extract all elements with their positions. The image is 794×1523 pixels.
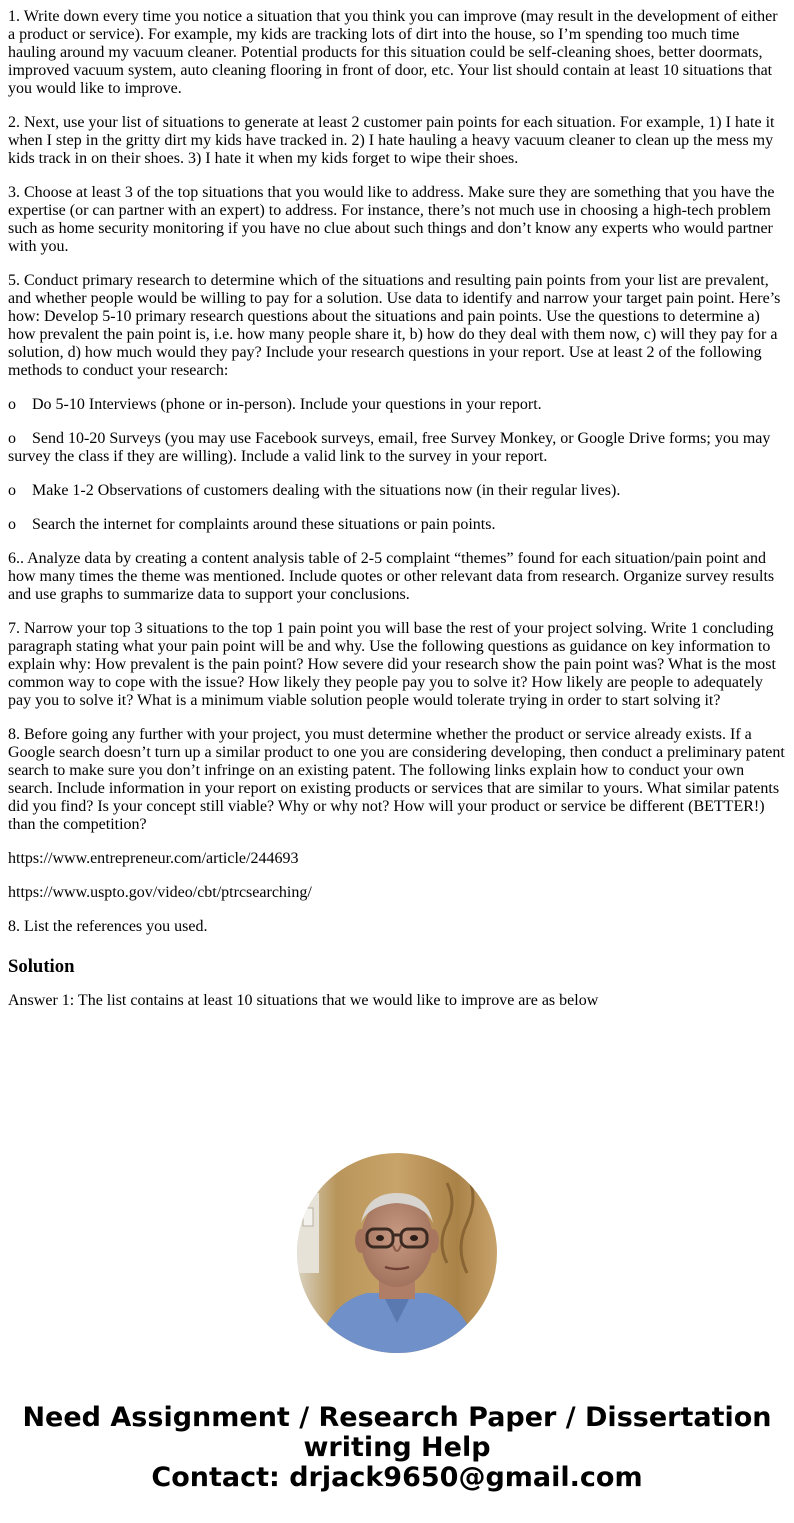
question-paragraph-references: 8. List the references you used. <box>8 918 208 935</box>
question-paragraph-1: 1. Write down every time you notice a situation that you think you can improve (may result in the development of either a product or service). For example, my kids are tracking lots of dirt into the house, so I’m spending too much time hauling around my vacuum cleaner. Potential products for this situation could be self-cleaning shoes, better doormats, improved vacuum system, auto cleaning flooring in front of door, etc. Your list should contain at least 10 situations that you would like to improve. <box>8 8 782 97</box>
promo-line-1: Need Assignment / Research Paper / Dissertation <box>22 1402 772 1433</box>
research-method-interviews: o Do 5-10 Interviews (phone or in-person). Include your questions in your report. <box>8 396 542 413</box>
promo-banner <box>0 1403 794 1493</box>
question-paragraph-6: 6.. Analyze data by creating a content analysis table of 2-5 complaint “themes” found for each situation/pain point and how many times the theme was mentioned. Include quotes or other relevant data from research. Organize survey results and use graphs to summarize data to support your conclusions. <box>8 550 779 603</box>
question-paragraph-2: 2. Next, use your list of situations to generate at least 2 customer pain points for each situation. For example, 1) I hate it when I step in the gritty dirt my kids have tracked in. 2) I hate hauling a heavy vacuum cleaner to clean up the mess my kids track in on their shoes. 3) I hate it when my kids forget to wipe their shoes. <box>8 114 779 167</box>
research-method-internet-search: o Search the internet for complaints around these situations or pain points. <box>8 516 496 533</box>
question-paragraph-3: 3. Choose at least 3 of the top situations that you would like to address. Make sure they are something that you have the expertise (or can partner with an expert) to address. For instance, there’s not much use in choosing a high-tech problem such as home security monitoring if you have no clue about such things and don’t know any experts who would partner with you. <box>8 184 779 255</box>
avatar <box>297 1153 497 1353</box>
research-method-surveys: o Send 10-20 Surveys (you may use Facebook surveys, email, free Survey Monkey, or Google Drive forms; you may survey the class if they are willing). Include a valid link to the survey in your report. <box>8 430 775 465</box>
question-paragraph-8: 8. Before going any further with your project, you must determine whether the product or service already exists. If a Google search doesn’t turn up a similar product to one you are considering developing, then conduct a preliminary patent search to make sure you don’t infringe on an existing patent. The following links explain how to conduct your own search. Include information in your report on existing products or services that are similar to yours. What similar patents did you find? Is your concept still viable? Why or why not? How will your product or service be different (BETTER!) than the competition? <box>8 726 789 833</box>
answer-text: Answer 1: The list contains at least 10 situations that we would like to improve are as below <box>8 992 599 1009</box>
document-body <box>8 0 789 1010</box>
question-paragraph-7: 7. Narrow your top 3 situations to the top 1 pain point you will base the rest of your project solving. Write 1 concluding paragraph stating what your pain point will be and why. Use the following questions as guidance on key information to explain why: How prevalent is the pain point? How severe did your research show the pain point was? What is the most common way to cope with the issue? How likely they people pay you to solve it? How likely are people to adequately pay you to solve it? What is a minimum viable solution people would tolerate trying in order to start solving it? <box>8 620 780 709</box>
question-paragraph-5: 5. Conduct primary research to determine which of the situations and resulting pain points from your list are prevalent, and whether people would be willing to pay for a solution. Use data to identify and narrow your target pain point. Here’s how: Develop 5-10 primary research questions about the situations and pain points. Use the questions to determine a) how prevalent the pain point is, i.e. how many people share it, b) how do they deal with them now, c) will they pay for a solution, d) how much would they pay? Include your research questions in your report. Use at least 2 of the following methods to conduct your research: <box>8 272 785 379</box>
uspto-link: https://www.uspto.gov/video/cbt/ptrcsearching/ <box>8 884 312 901</box>
research-method-observations: o Make 1-2 Observations of customers dealing with the situations now (in their regular lives). <box>8 482 621 499</box>
promo-line-2: writing Help <box>303 1432 491 1463</box>
entrepreneur-link: https://www.entrepreneur.com/article/244693 <box>8 850 299 867</box>
promo-contact: Contact: drjack9650@gmail.com <box>151 1462 643 1493</box>
avatar-portrait <box>297 1153 497 1353</box>
solution-heading: Solution <box>8 956 75 977</box>
